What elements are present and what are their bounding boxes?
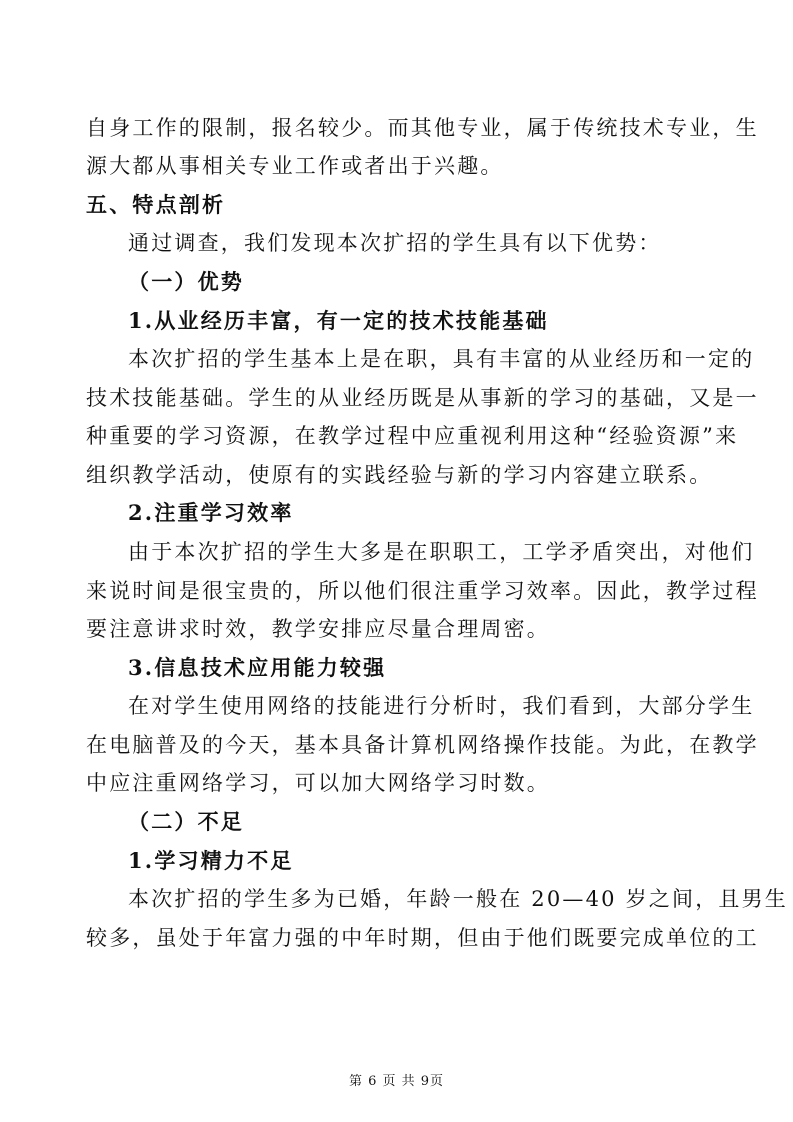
paragraph-line: 要注意讲求时效，教学安排应尽量合理周密。 [86, 617, 550, 641]
paragraph-line: 中应注重网络学习，可以加大网络学习时数。 [86, 771, 550, 795]
paragraph-line: 在电脑普及的今天，基本具备计算机网络操作技能。为此，在教学 [86, 733, 759, 757]
paragraph-line: 自身工作的限制，报名较少。而其他专业，属于传统技术专业，生 [86, 116, 759, 140]
subsection-heading: （二）不足 [128, 809, 244, 834]
paragraph-line: 由于本次扩招的学生大多是在职职工，工学矛盾突出，对他们 [128, 540, 755, 564]
item-heading: 1.从业经历丰富，有一定的技术技能基础 [128, 308, 549, 333]
paragraph-line: 本次扩招的学生多为已婚，年龄一般在 20—40 岁之间，且男生 [128, 887, 788, 911]
page-number-footer: 第 6 页 共 9页 [348, 1074, 445, 1089]
item-heading: 1.学习精力不足 [128, 848, 294, 873]
paragraph-line: 通过调查，我们发现本次扩招的学生具有以下优势： [128, 231, 662, 255]
subsection-heading: （一）优势 [128, 269, 244, 294]
paragraph-line: 组织教学活动，使原有的实践经验与新的学习内容建立联系。 [86, 463, 713, 487]
paragraph-line: 技术技能基础。学生的从业经历既是从事新的学习的基础，又是一 [86, 386, 759, 410]
paragraph-line: 源大都从事相关专业工作或者出于兴趣。 [86, 154, 504, 178]
paragraph-line: 来说时间是很宝贵的，所以他们很注重学习效率。因此，教学过程 [86, 579, 759, 603]
paragraph-line: 种重要的学习资源，在教学过程中应重视利用这种“经验资源”来 [86, 424, 739, 448]
section-heading: 五、特点剖析 [86, 192, 226, 217]
item-heading: 2.注重学习效率 [128, 500, 294, 525]
item-heading: 3.信息技术应用能力较强 [128, 655, 387, 680]
paragraph-line: 在对学生使用网络的技能进行分析时，我们看到，大部分学生 [128, 694, 755, 718]
paragraph-line: 本次扩招的学生基本上是在职，具有丰富的从业经历和一定的 [128, 347, 755, 371]
paragraph-line: 较多，虽处于年富力强的中年时期，但由于他们既要完成单位的工 [86, 926, 759, 950]
